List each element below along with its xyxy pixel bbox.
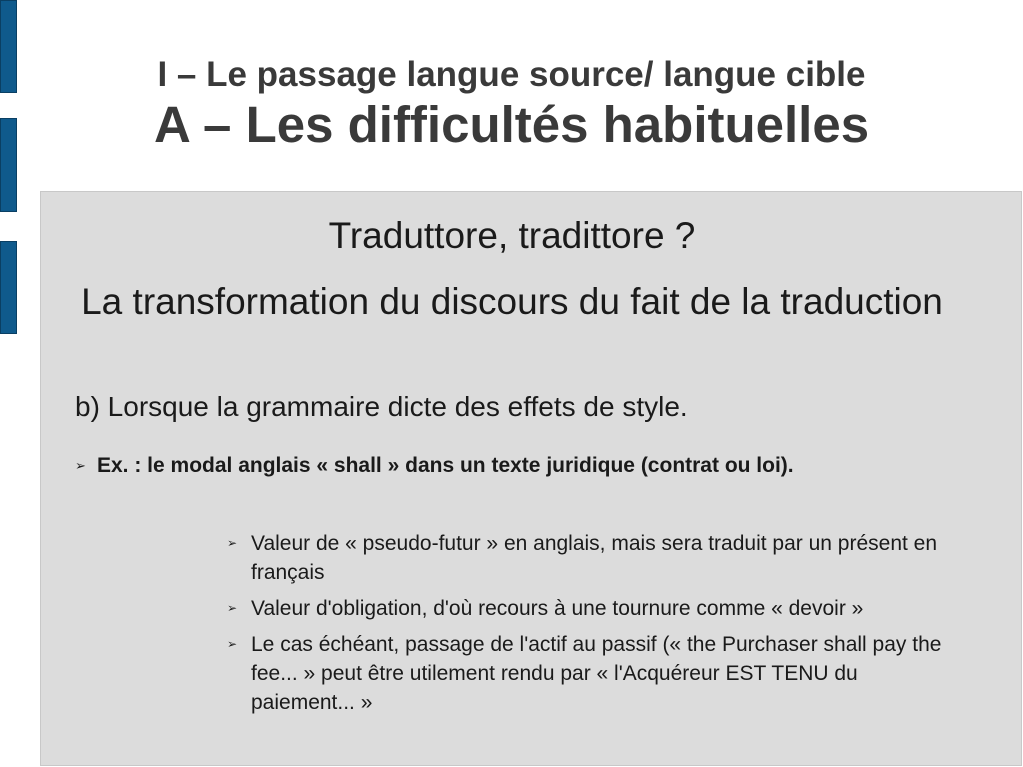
title-line-1: I – Le passage langue source/ langue cible: [157, 55, 866, 94]
list-item: [227, 630, 957, 717]
chevron-arrow-icon: ➢: [227, 601, 238, 615]
slide-title: [0, 54, 1023, 154]
list-item: [227, 594, 957, 623]
list-item-text: Valeur d'obligation, d'où recours à une tournure comme « devoir »: [251, 597, 864, 620]
chevron-arrow-icon: ➢: [75, 458, 86, 473]
heading-transformation: La transformation du discours du fait de la traduction: [81, 281, 943, 322]
title-line-2: A – Les difficultés habituelles: [153, 96, 870, 153]
side-tab-bottom: [0, 241, 17, 334]
example-bullet: [75, 451, 915, 481]
list-item-text: Le cas échéant, passage de l'actif au passif (« the Purchaser shall pay the fee... » peut être utilement rendu par « l'Acquéreur EST TENU du paiement... »: [251, 633, 942, 714]
chevron-arrow-icon: ➢: [227, 637, 238, 651]
chevron-arrow-icon: ➢: [227, 536, 238, 550]
heading-traduttore: Traduttore, tradittore ?: [328, 215, 696, 256]
intro-line: b) Lorsque la grammaire dicte des effets de style.: [75, 391, 688, 422]
sub-bullet-list: [227, 529, 957, 724]
content-box: [40, 191, 1022, 766]
list-item-text: Valeur de « pseudo-futur » en anglais, mais sera traduit par un présent en français: [251, 532, 938, 584]
list-item: [227, 529, 957, 587]
example-text: Ex. : le modal anglais « shall » dans un texte juridique (contrat ou loi).: [97, 454, 794, 477]
